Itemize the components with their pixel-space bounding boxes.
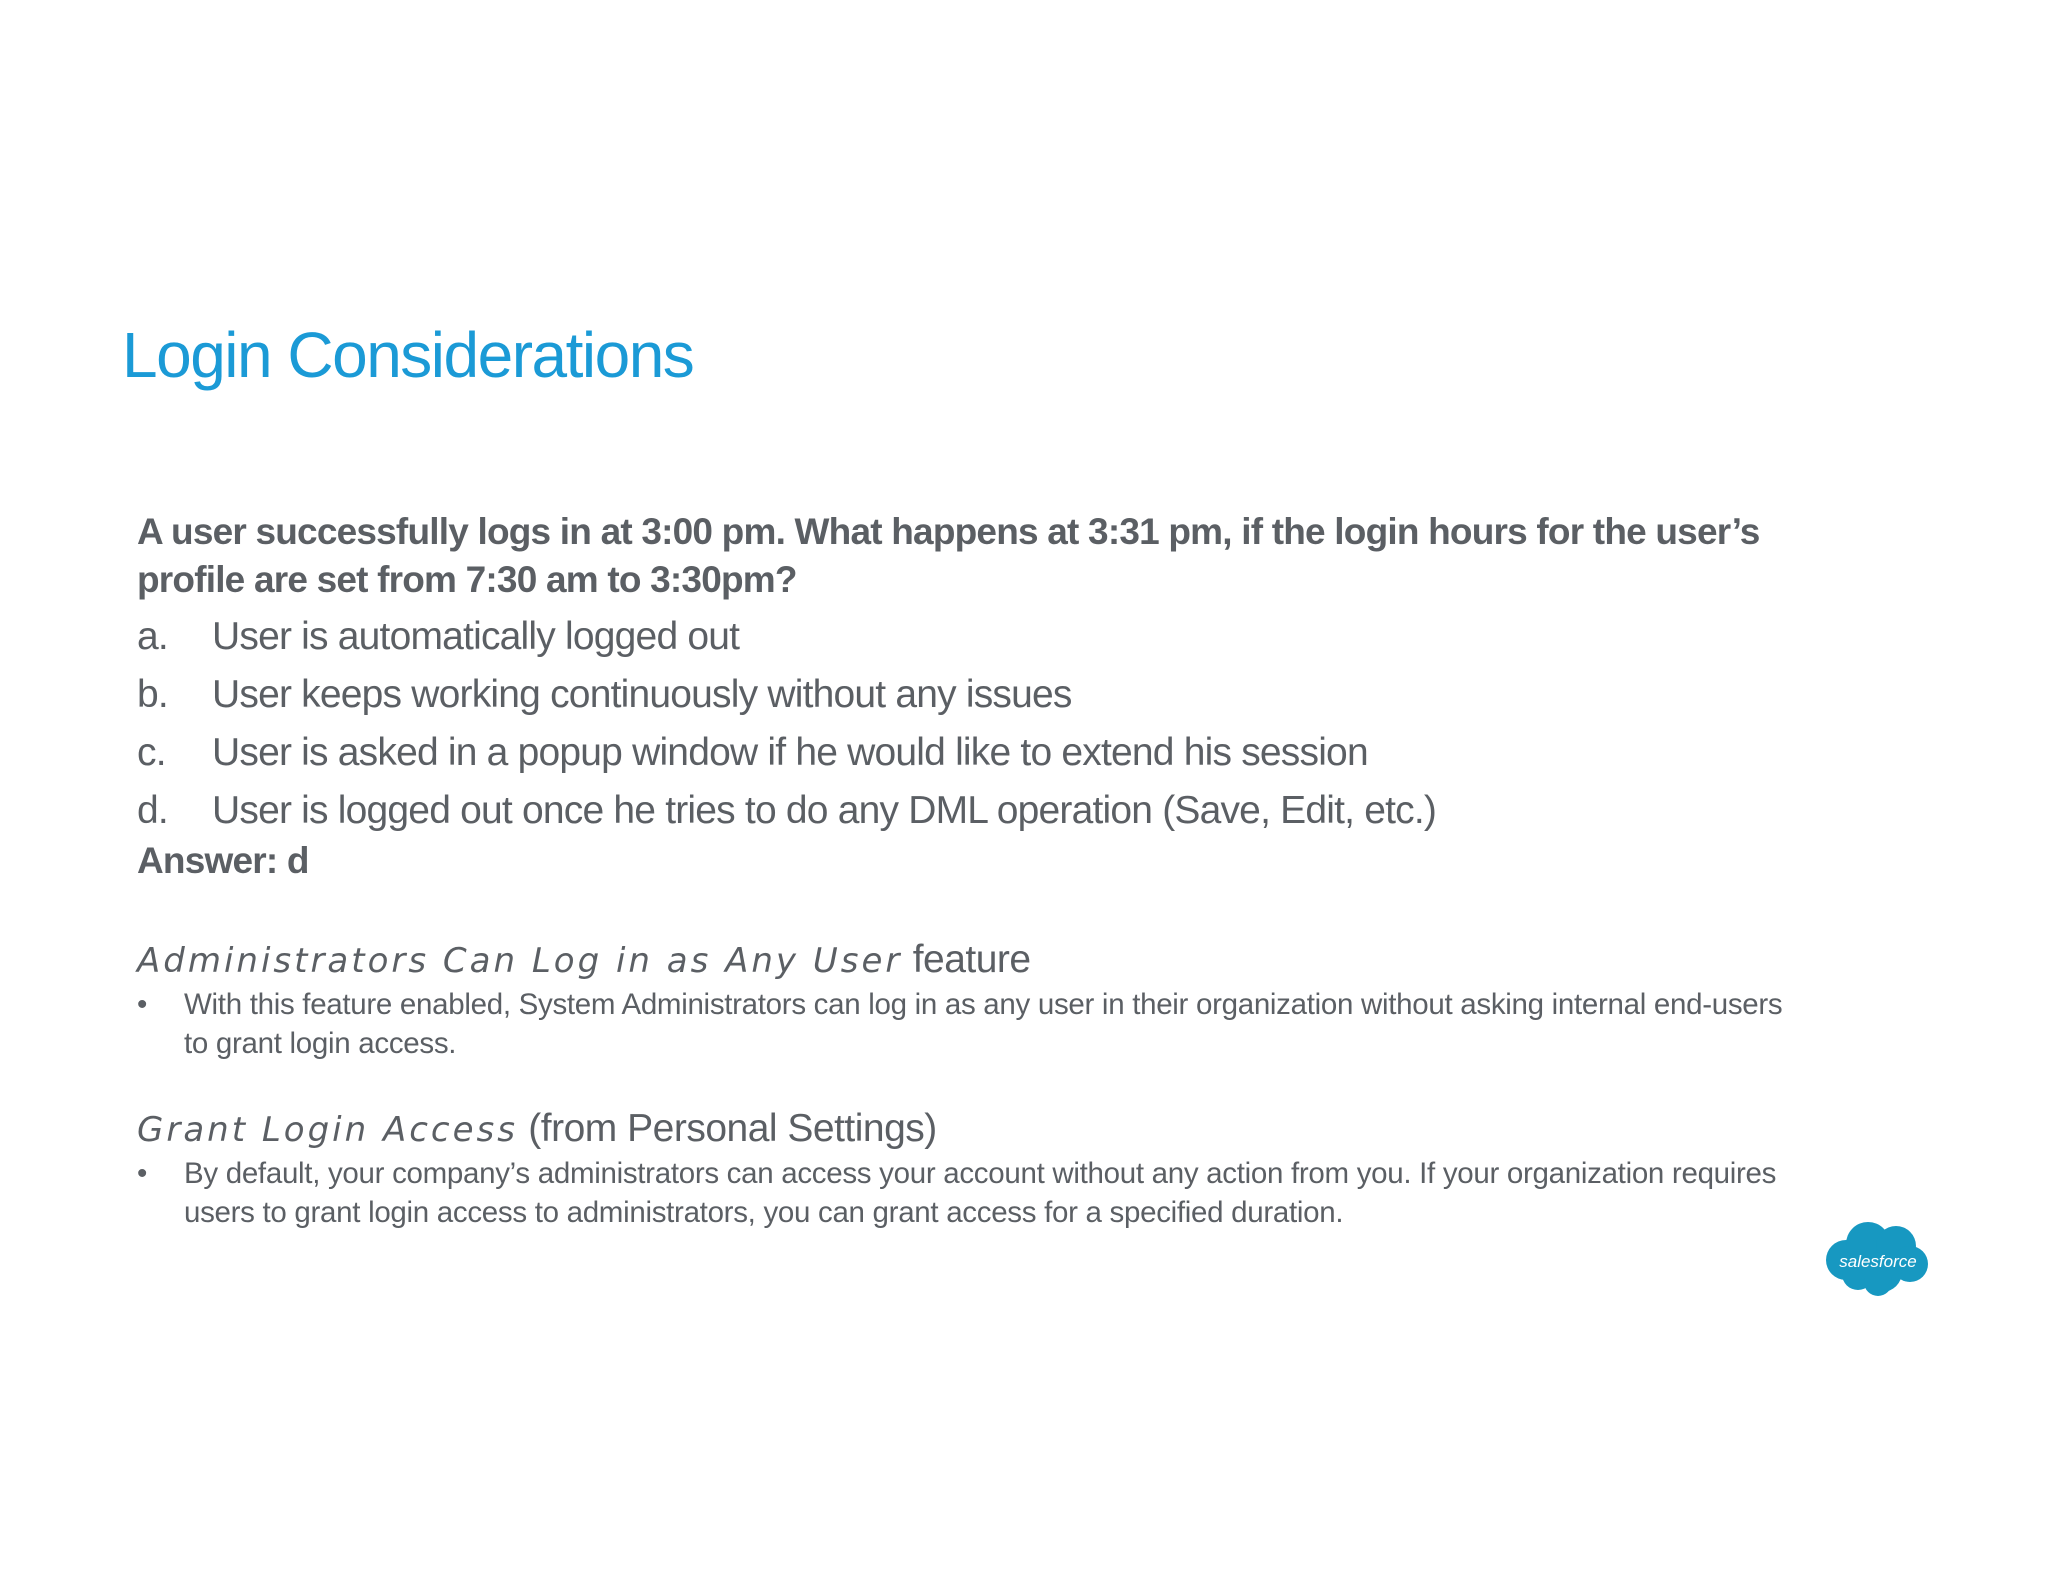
page-title: Login Considerations (122, 319, 694, 391)
option-text: User is logged out once he tries to do any DML operation (Save, Edit, etc.) (212, 789, 1437, 832)
section-heading-suffix: feature (902, 938, 1031, 981)
logo-text: salesforce (1839, 1252, 1917, 1271)
bullet-text: By default, your company’s administrators can access your account without any action from you. If your organization requires users to grant login access to administrators, you can grant access for a specified duration. (184, 1157, 1777, 1229)
option-c (137, 724, 1837, 782)
option-b (137, 666, 1837, 724)
option-d (137, 782, 1837, 840)
salesforce-logo (1822, 1218, 1932, 1298)
section-heading-italic: Administrators Can Log in as Any User (137, 941, 903, 981)
answer-text: Answer: d (137, 840, 309, 881)
option-text: User keeps working continuously without any issues (212, 673, 1072, 716)
bullet-text: With this feature enabled, System Administrators can log in as any user in their organization without asking internal end-users to grant login access. (184, 988, 1783, 1060)
option-a (137, 608, 1837, 666)
bullet-admin-login (137, 985, 1787, 1063)
option-letter: c. (137, 731, 166, 774)
option-letter: b. (137, 673, 168, 716)
answer-options (137, 608, 1837, 840)
section-heading-italic: Grant Login Access (137, 1110, 518, 1150)
option-letter: a. (137, 615, 168, 658)
option-letter: d. (137, 789, 168, 832)
section-heading-admin-login (137, 938, 1031, 982)
section-heading-grant-access (137, 1107, 937, 1151)
bullet-dot: • (137, 1157, 148, 1190)
option-text: User is automatically logged out (212, 615, 740, 658)
question-text: A user successfully logs in at 3:00 pm. What happens at 3:31 pm, if the login hours for the user’s profile are set from 7:30 am to 3:30pm? (137, 511, 1760, 600)
section-heading-suffix: (from Personal Settings) (517, 1107, 937, 1150)
bullet-grant-access (137, 1154, 1787, 1232)
option-text: User is asked in a popup window if he would like to extend his session (212, 731, 1368, 774)
bullet-dot: • (137, 988, 148, 1021)
